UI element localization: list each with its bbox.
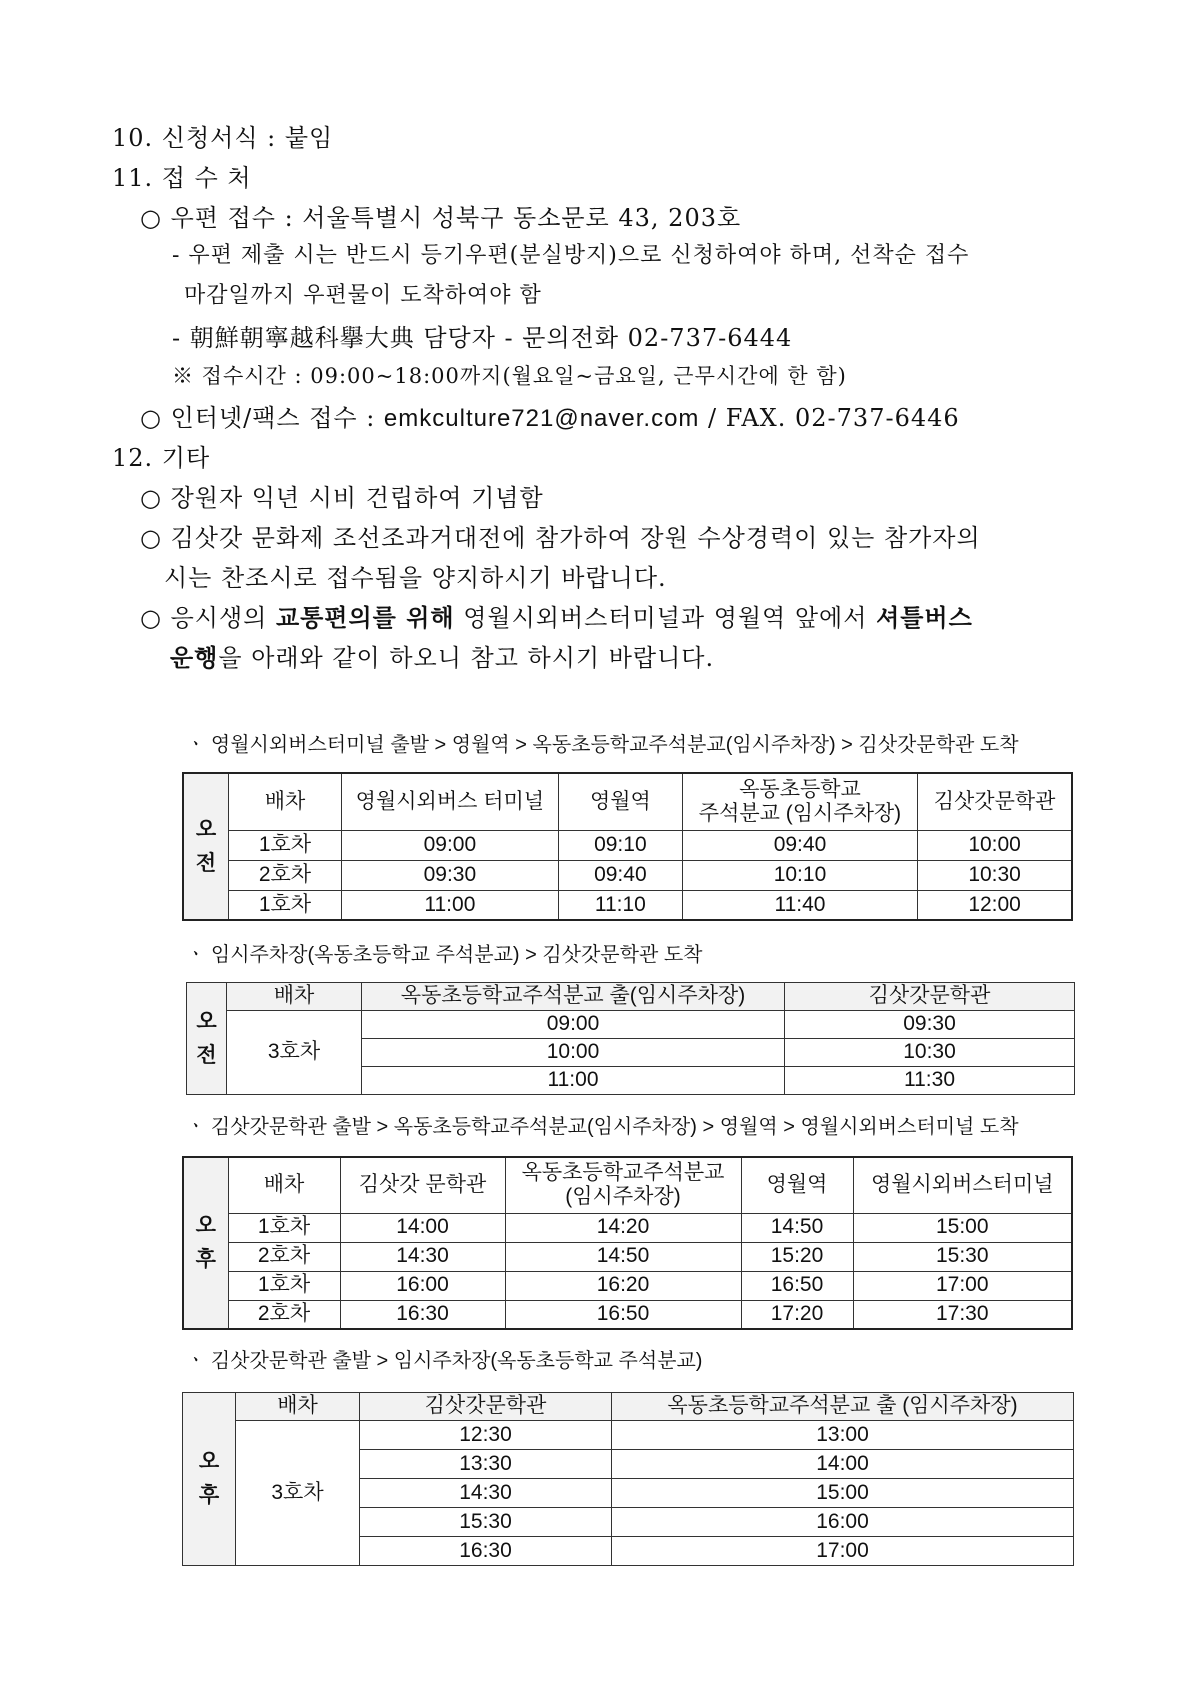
header-cell: 배차: [227, 983, 362, 1011]
schedule-1-caption: ㆍ 영월시외버스터미널 출발 > 영월역 > 옥동초등학교주석분교(임시주차장) > 김삿갓문학관 도착: [186, 734, 1019, 756]
header-cell: 영월역: [741, 1157, 853, 1213]
email-address: emkculture721@naver.com: [383, 405, 700, 432]
contact-info: - 朝鮮朝寧越科擧大典 담당자 - 문의전화 02-737-6444: [172, 324, 793, 352]
table-row: 2호차 09:30 09:40 10:10 10:30: [183, 860, 1072, 890]
schedule-1-table: [182, 772, 1073, 921]
etc-item-1: ○ 장원자 익년 시비 건립하여 기념함: [140, 484, 544, 512]
table-row: 1호차 14:00 14:20 14:50 15:00: [183, 1213, 1072, 1242]
header-cell: 배차: [236, 1393, 360, 1421]
table-row: 11:00 11:30: [187, 1067, 1075, 1095]
header-cell: 옥동초등학교주석분교 출(임시주차장): [362, 983, 785, 1011]
item-10-form: 10. 신청서식 : 붙임: [112, 124, 334, 152]
table-row: 2호차 16:30 16:50 17:20 17:30: [183, 1300, 1072, 1329]
period-cell: 오 전: [183, 773, 229, 920]
schedule-2-caption: ㆍ 임시주차장(옥동초등학교 주석분교) > 김삿갓문학관 도착: [186, 944, 703, 966]
schedule-4-caption: ㆍ 김삿갓문학관 출발 > 임시주차장(옥동초등학교 주석분교): [186, 1350, 703, 1372]
etc-item-3-line-2: 운행을 아래와 같이 하오니 참고 하시기 바랍니다.: [170, 643, 715, 672]
header-cell: 옥동초등학교주석분교 출 (임시주차장): [612, 1393, 1074, 1421]
header-cell: 김삿갓 문학관: [340, 1157, 505, 1213]
internet-fax-reception: ○ 인터넷/팩스 접수 : emkculture721@naver.com / FAX. 02-737-6446: [140, 404, 960, 432]
table-row: 16:30 17:00: [183, 1537, 1074, 1566]
header-cell: 김삿갓문학관: [918, 773, 1072, 830]
table-row: 13:30 14:00: [183, 1450, 1074, 1479]
header-cell: 배차: [228, 1157, 340, 1213]
header-cell: 김삿갓문학관: [360, 1393, 612, 1421]
bus-cell: 3호차: [236, 1421, 360, 1566]
table-row: 2호차 14:30 14:50 15:20 15:30: [183, 1242, 1072, 1271]
table-row: 1호차 16:00 16:20 16:50 17:00: [183, 1271, 1072, 1300]
header-cell: 옥동초등학교 주석분교 (임시주차장): [682, 773, 917, 830]
period-cell: 오 후: [183, 1393, 236, 1566]
schedule-3-caption: ㆍ 김삿갓문학관 출발 > 옥동초등학교주석분교(임시주차장) > 영월역 > 영월시외버스터미널 도착: [186, 1116, 1019, 1138]
table-row: 15:30 16:00: [183, 1508, 1074, 1537]
etc-item-3-line-1: ○ 응시생의 교통편의를 위해 영월시외버스터미널과 영월역 앞에서 셔틀버스: [140, 603, 973, 632]
postal-note-1: - 우편 제출 시는 반드시 등기우편(분실방지)으로 신청하여야 하며, 선착순 접수: [172, 243, 970, 268]
item-11-reception: 11. 접 수 처: [112, 164, 252, 192]
postal-note-2: 마감일까지 우편물이 도착하여야 함: [184, 283, 542, 308]
table-row: 3호차 09:00 09:30: [187, 1011, 1075, 1039]
etc-item-2-line-1: ○ 김삿갓 문화제 조선조과거대전에 참가하여 장원 수상경력이 있는 참가자의: [140, 524, 981, 552]
schedule-3-table: [182, 1156, 1073, 1330]
header-cell: 김삿갓문학관: [785, 983, 1075, 1011]
table-row: 1호차 09:00 09:10 09:40 10:00: [183, 830, 1072, 860]
table-row: 14:30 15:00: [183, 1479, 1074, 1508]
etc-item-2-line-2: 시는 찬조시로 접수됨을 양지하시기 바랍니다.: [164, 564, 667, 592]
header-cell: 옥동초등학교주석분교 (임시주차장): [505, 1157, 741, 1213]
header-cell: 영월역: [558, 773, 682, 830]
bus-cell: 3호차: [227, 1011, 362, 1095]
table-row: 3호차 12:30 13:00: [183, 1421, 1074, 1450]
period-cell: 오 전: [187, 983, 227, 1095]
period-cell: 오 후: [183, 1157, 228, 1329]
reception-hours: ※ 접수시간 : 09:00~18:00까지(월요일~금요일, 근무시간에 한 함): [172, 364, 847, 388]
header-cell: 영월시외버스 터미널: [341, 773, 558, 830]
header-cell: 영월시외버스터미널: [853, 1157, 1072, 1213]
table-row: 1호차 11:00 11:10 11:40 12:00: [183, 890, 1072, 920]
item-12-etc: 12. 기타: [112, 444, 211, 472]
schedule-2-table: [186, 982, 1075, 1095]
table-row: 10:00 10:30: [187, 1039, 1075, 1067]
postal-reception: ○ 우편 접수 : 서울특별시 성북구 동소문로 43, 203호: [140, 204, 742, 232]
header-cell: 배차: [229, 773, 342, 830]
schedule-4-table: [182, 1392, 1074, 1566]
